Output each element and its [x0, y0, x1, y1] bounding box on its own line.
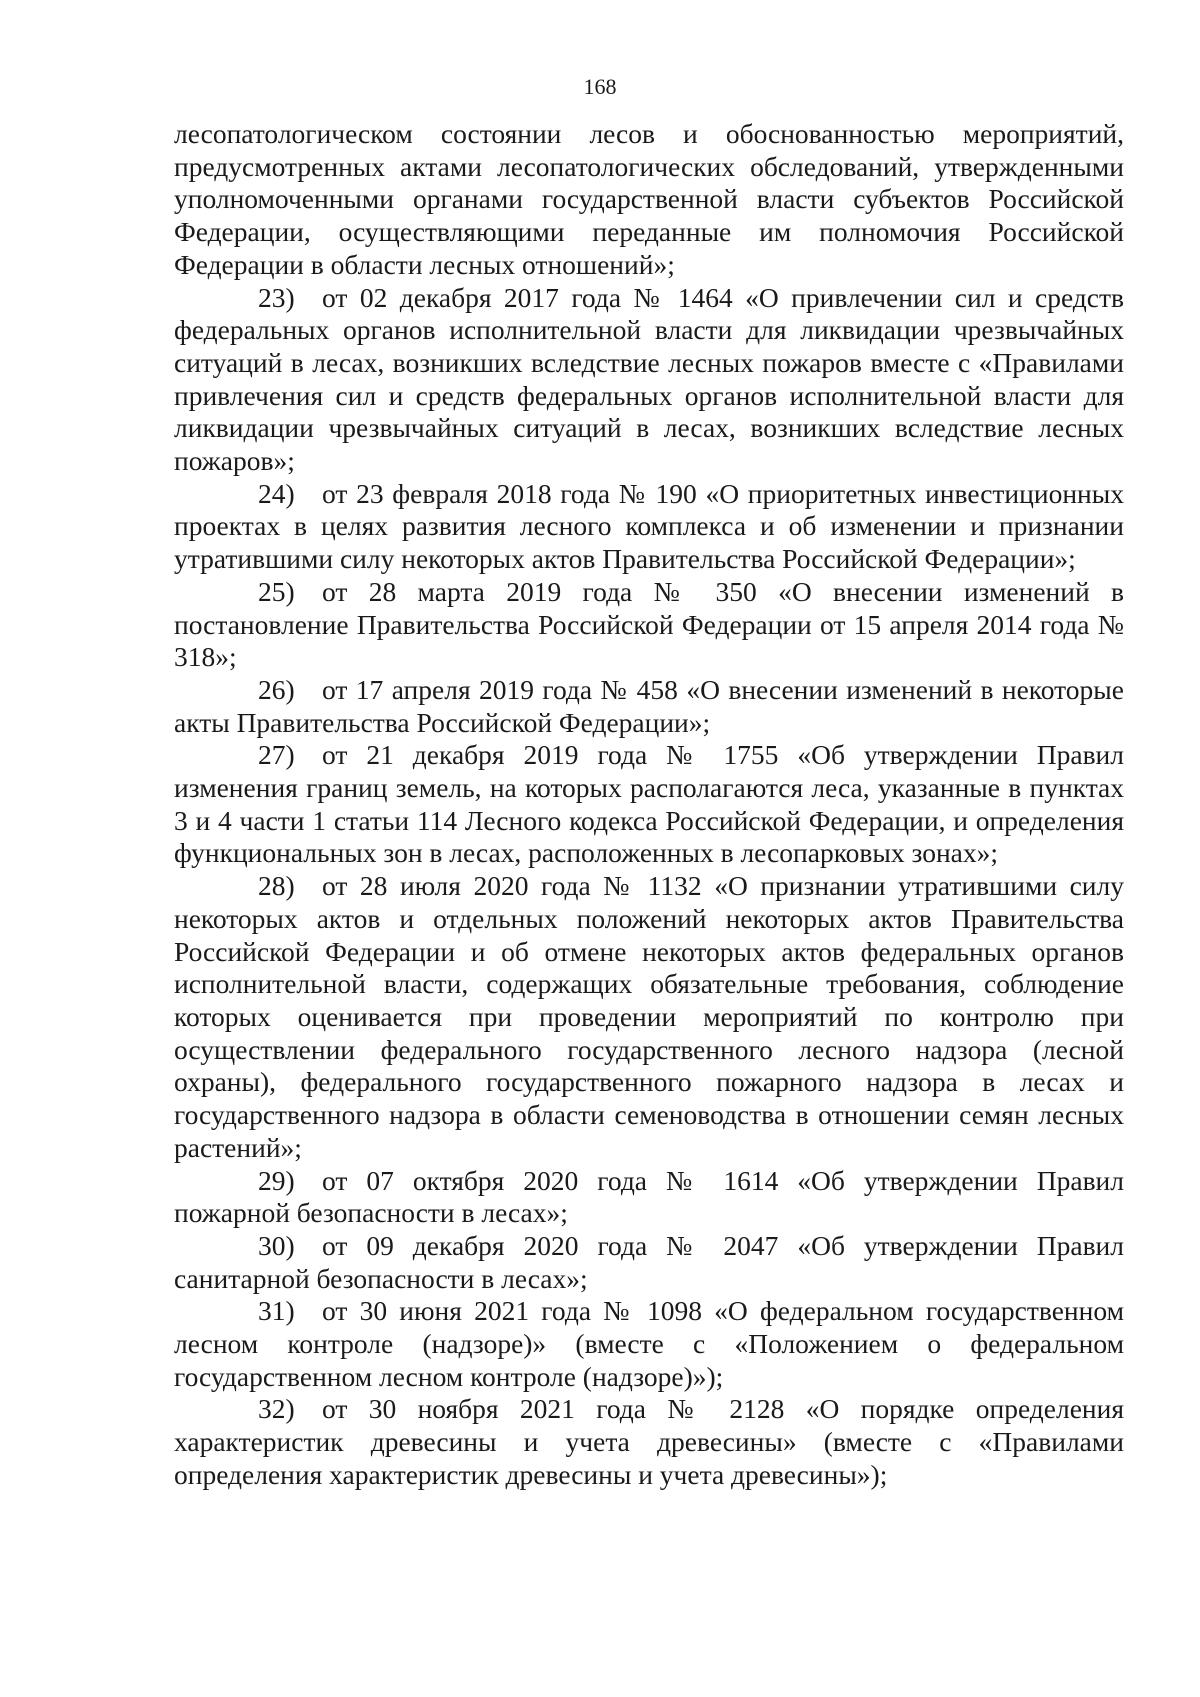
list-item-28: [174, 870, 1124, 1164]
item-text: от 07 октября 2020 года № 1614 «Об утверждении Правил пожарной безопасности в лесах»;: [174, 1164, 1124, 1229]
list-item-31: [174, 1295, 1124, 1393]
page-number: 168: [583, 74, 617, 99]
item-text: от 02 декабря 2017 года № 1464 «О привлечении сил и средств федеральных органов исполнительной власти для ликвидации чрезвычайных ситуаций в лесах, возникших вследствие лесных пожаров вместе с «Правилами привлечения сил и средств федеральных органов исполнительной власти для ликвидации чрезвычайных ситуаций в лесах, возникших вследствие лесных пожаров»;: [174, 281, 1124, 477]
item-text: от 09 декабря 2020 года № 2047 «Об утверждении Правил санитарной безопасности в лесах»;: [174, 1229, 1124, 1294]
list-item-23: [174, 282, 1124, 478]
list-item-27: [174, 739, 1124, 870]
item-number: 23): [258, 281, 295, 313]
list-item-24: [174, 478, 1124, 576]
item-number: 26): [258, 673, 295, 705]
list-item-26: [174, 674, 1124, 739]
item-number: 31): [258, 1295, 295, 1327]
item-text: от 17 апреля 2019 года № 458 «О внесении изменений в некоторые акты Правительства Российской Федерации»;: [174, 673, 1124, 738]
document-body: [174, 118, 1124, 1492]
item-text: от 28 июля 2020 года № 1132 «О признании утратившими силу некоторых актов и отдельных положений некоторых актов Правительства Российской Федерации и об отмене некоторых актов федеральных органов исполнительной власти, содержащих обязательные требования, соблюдение которых оценивается при проведении мероприятий по контролю при осуществлении федерального государственного лесного надзора (лесной охраны), федерального государственного пожарного надзора в лесах и государственного надзора в области семеноводства в отношении семян лесных растений»;: [174, 870, 1124, 1163]
list-item-29: [174, 1165, 1124, 1230]
item-number: 28): [258, 870, 295, 902]
item-number: 25): [258, 575, 295, 607]
item-text: от 30 июня 2021 года № 1098 «О федеральном государственном лесном контроле (надзоре)» (вместе с «Положением о федеральном государственном лесном контроле (надзоре)»);: [174, 1295, 1124, 1392]
list-item-30: [174, 1230, 1124, 1295]
list-item-25: [174, 576, 1124, 674]
list-item-32: [174, 1393, 1124, 1491]
item-number: 24): [258, 477, 295, 509]
item-text: от 21 декабря 2019 года № 1755 «Об утверждении Правил изменения границ земель, на которых располагаются леса, указанные в пунктах 3 и 4 части 1 статьи 114 Лесного кодекса Российской Федерации, и определения функциональных зон в лесах, расположенных в лесопарковых зонах»;: [174, 739, 1124, 869]
continuation-paragraph: лесопатологическом состоянии лесов и обоснованностью мероприятий, предусмотренных актами лесопатологических обследований, утвержденными уполномоченными органами государственной власти субъектов Российской Федерации, осуществляющими переданные им полномочия Российской Федерации в области лесных отношений»;: [174, 118, 1124, 280]
item-number: 27): [258, 739, 295, 771]
item-number: 32): [258, 1393, 295, 1425]
item-text: от 23 февраля 2018 года № 190 «О приоритетных инвестиционных проектах в целях развития лесного комплекса и об изменении и признании утратившими силу некоторых актов Правительства Российской Федерации»;: [174, 477, 1124, 575]
item-text: от 30 ноября 2021 года № 2128 «О порядке определения характеристик древесины и учета древесины» (вместе с «Правилами определения характеристик древесины и учета древесины»);: [174, 1393, 1124, 1490]
item-text: от 28 марта 2019 года № 350 «О внесении изменений в постановление Правительства Российской Федерации от 15 апреля 2014 года № 318»;: [174, 575, 1124, 673]
item-number: 30): [258, 1229, 295, 1261]
item-number: 29): [258, 1164, 295, 1196]
